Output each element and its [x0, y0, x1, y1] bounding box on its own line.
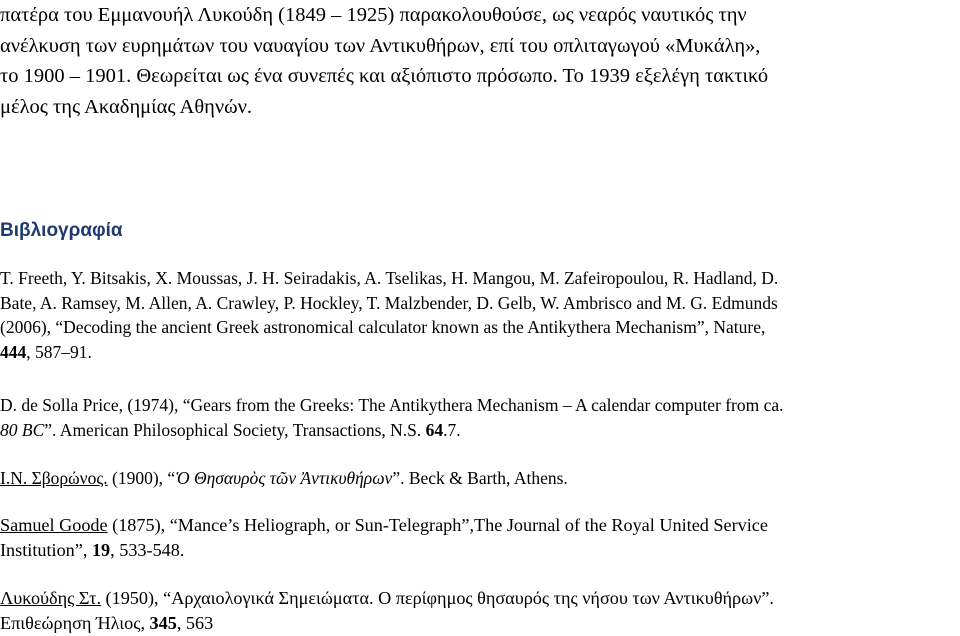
reference-svoronos: [0, 466, 960, 491]
ref5-line-2: [0, 611, 960, 636]
ref2-italic-date: 80 BC: [0, 419, 45, 440]
ref5-volume: 345: [149, 612, 177, 633]
ref2-volume: 64: [425, 419, 444, 440]
intro-paragraph: [0, 0, 960, 122]
ref3-line-1: [0, 466, 960, 491]
ref5-mid: (1950), “: [101, 588, 172, 608]
ref2-end: .7.: [443, 419, 461, 440]
ref4-pages: , 533-548.: [110, 539, 185, 560]
ref4-title: Mance’s Heliograph, or Sun-Telegraph: [177, 515, 462, 535]
ref4-line-1: [0, 513, 960, 538]
ref1-line-4: [0, 340, 960, 365]
ref3-year: (1900), “: [107, 468, 176, 488]
ref5-end: ”.: [761, 588, 774, 608]
ref1-line-3: (2006), “Decoding the ancient Greek astronomical calculator known as the Antikythera Mechanism”, Nature,: [0, 317, 766, 337]
intro-line-1: πατέρα του Εμμανουήλ Λυκούδη (1849 – 1925) παρακολουθούσε, ως νεαρός ναυτικός την: [0, 4, 747, 26]
ref5-line2-start: Επιθεώρηση Ήλιος,: [0, 612, 150, 633]
intro-line-3: το 1900 – 1901. Θεωρείται ως ένα συνεπές και αξιόπιστο πρόσωπο. Το 1939 εξελέγη τακτικό: [0, 65, 769, 87]
ref5-line-1: [0, 586, 960, 611]
reference-lykoudis: [0, 586, 960, 635]
ref2-line-1: D. de Solla Price, (1974), “Gears from the Greeks: The Antikythera Mechanism – A calendar computer from ca.: [0, 395, 784, 415]
intro-line-2: ανέλκυση των ευρημάτων του ναυαγίου των Αντικυθήρων, επί του οπλιταγωγού «Μυκάλη»,: [0, 34, 761, 57]
ref5-title: Αρχαιολογικά Σημειώματα. Ο περίφημος θησαυρός της νήσου των Αντικυθήρων: [171, 588, 762, 608]
bibliography-heading: Βιβλιογραφία: [0, 220, 123, 241]
reference-price: [0, 393, 960, 442]
ref4-line-2: [0, 538, 960, 563]
ref3-title: Ὁ Θησαυρὸς τῶν Ἀντικυθήρων: [175, 468, 393, 488]
ref1-line-1: T. Freeth, Y. Bitsakis, X. Moussas, J. H. Seiradakis, A. Tselikas, H. Mangou, M. Zafeiropoulou, R. Hadland, D.: [0, 268, 779, 288]
ref4-line2-start: Institution”,: [0, 539, 92, 560]
reference-freeth: [0, 266, 960, 364]
ref1-pages: , 587–91.: [26, 341, 92, 362]
ref3-author: I.N. Σβορώνος.: [0, 468, 108, 488]
ref4-end: ”,The Journal of the Royal United Service: [461, 515, 768, 535]
ref3-rest: ”. Beck & Barth, Athens.: [392, 468, 568, 488]
ref1-line-2: Bate, A. Ramsey, M. Allen, A. Crawley, P. Hockley, T. Malzbender, D. Gelb, W. Ambrisco and M. G. Edmunds: [0, 292, 778, 313]
ref4-volume: 19: [91, 539, 111, 560]
reference-goode: [0, 513, 960, 562]
intro-line-4: μέλος της Ακαδημίας Αθηνών.: [0, 95, 253, 118]
ref2-line-2: [0, 418, 960, 443]
ref2-rest: ”. American Philosophical Society, Transactions, N.S.: [44, 419, 426, 440]
ref5-pages: , 563: [176, 612, 214, 633]
ref1-volume: 444: [0, 341, 27, 362]
ref5-author: Λυκούδης Στ.: [0, 588, 101, 608]
ref4-author: Samuel Goode: [0, 515, 108, 535]
ref4-mid: (1875), “: [107, 515, 178, 535]
